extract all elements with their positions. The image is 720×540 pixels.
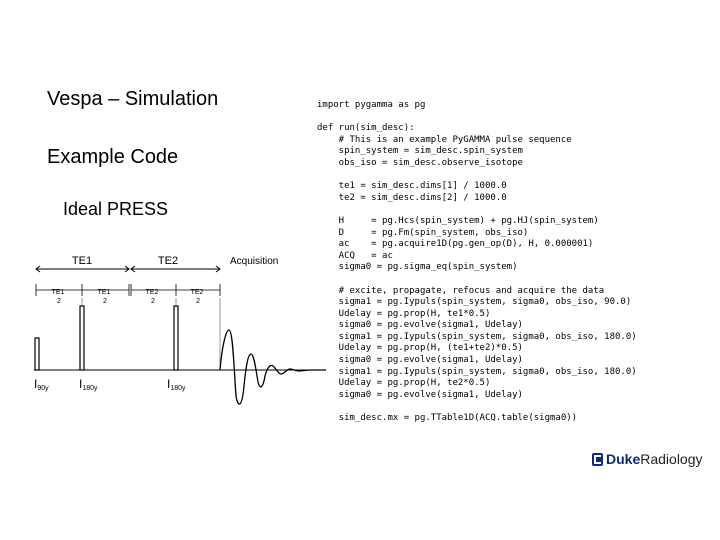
slide-title: Vespa – Simulation bbox=[47, 88, 219, 110]
code-line: te1 = sim_desc.dims[1] / 1000.0 bbox=[317, 181, 507, 192]
code-line: # This is an example PyGAMMA pulse sequence bbox=[317, 134, 572, 145]
code-line: te2 = sim_desc.dims[2] / 1000.0 bbox=[317, 192, 507, 203]
press-sequence-diagram bbox=[30, 246, 330, 406]
code-line: sigma0 = pg.evolve(sigma1, Udelay) bbox=[317, 389, 523, 400]
half-label-4 bbox=[191, 289, 206, 305]
acquisition-label: Acquisition bbox=[230, 256, 279, 267]
pulse-180-second-label: I180y bbox=[167, 377, 186, 392]
code-line: sigma0 = pg.evolve(sigma1, Udelay) bbox=[317, 355, 523, 366]
code-line: Udelay = pg.prop(H, te1*0.5) bbox=[317, 308, 491, 319]
code-line: Udelay = pg.prop(H, te2*0.5) bbox=[317, 378, 491, 389]
half-label-2-top: TE1 bbox=[97, 289, 111, 296]
te1-label: TE1 bbox=[71, 255, 93, 267]
half-label-1-top: TE1 bbox=[51, 289, 65, 296]
half-label-3-top: TE2 bbox=[145, 289, 159, 296]
pulse-90-label: I90y bbox=[34, 377, 49, 392]
code-line: spin_system = sim_desc.spin_system bbox=[317, 146, 523, 157]
code-line: ACQ = ac bbox=[317, 250, 393, 261]
half-label-2 bbox=[98, 289, 113, 305]
te2-label: TE2 bbox=[157, 255, 179, 267]
code-line: import pygamma as pg bbox=[317, 100, 426, 110]
fid-signal bbox=[220, 330, 326, 404]
code-line: def run(sim_desc): bbox=[317, 123, 415, 134]
half-label-4-bottom: 2 bbox=[196, 298, 200, 305]
duke-shield-icon bbox=[592, 453, 603, 466]
code-line: D = pg.Fm(spin_system, obs_iso) bbox=[317, 227, 529, 238]
half-label-1-bottom: 2 bbox=[57, 298, 61, 305]
code-line: sigma1 = pg.Iypuls(spin_system, sigma0, obs_iso, 90.0) bbox=[317, 297, 632, 308]
slide-subtitle: Example Code bbox=[47, 146, 179, 168]
code-line: # excite, propagate, refocus and acquire the data bbox=[317, 285, 605, 296]
half-label-4-top: TE2 bbox=[190, 289, 204, 296]
code-line: sim_desc.mx = pg.TTable1D(ACQ.table(sigma0)) bbox=[317, 413, 578, 424]
duke-radiology-logo bbox=[592, 449, 703, 469]
code-line: sigma0 = pg.evolve(sigma1, Udelay) bbox=[317, 320, 523, 331]
code-line: sigma1 = pg.Iypuls(spin_system, sigma0, obs_iso, 180.0) bbox=[317, 331, 637, 342]
half-label-3 bbox=[146, 289, 161, 305]
timing-guides bbox=[82, 298, 220, 370]
code-block bbox=[317, 100, 637, 425]
half-label-1 bbox=[52, 289, 67, 305]
logo-name: Duke bbox=[606, 451, 641, 467]
te-arrows bbox=[36, 266, 220, 272]
code-line: sigma1 = pg.Iypuls(spin_system, sigma0, obs_iso, 180.0) bbox=[317, 366, 637, 377]
logo-suffix: Radiology bbox=[640, 451, 703, 467]
half-label-2-bottom: 2 bbox=[103, 298, 107, 305]
pulse-90 bbox=[35, 338, 39, 370]
code-line: Udelay = pg.prop(H, (te1+te2)*0.5) bbox=[317, 343, 523, 354]
code-line: sigma0 = pg.sigma_eq(spin_system) bbox=[317, 262, 518, 273]
pulse-180-second bbox=[174, 306, 178, 370]
code-line: ac = pg.acquire1D(pg.gen_op(D), H, 0.000001) bbox=[317, 239, 594, 250]
half-label-3-bottom: 2 bbox=[151, 298, 155, 305]
pulse-180-first bbox=[80, 306, 84, 370]
pulse-180-first-label: I180y bbox=[79, 377, 98, 392]
code-line: obs_iso = sim_desc.observe_isotope bbox=[317, 157, 523, 168]
sequence-label: Ideal PRESS bbox=[63, 199, 169, 219]
code-line: H = pg.Hcs(spin_system) + pg.HJ(spin_system) bbox=[317, 215, 599, 226]
